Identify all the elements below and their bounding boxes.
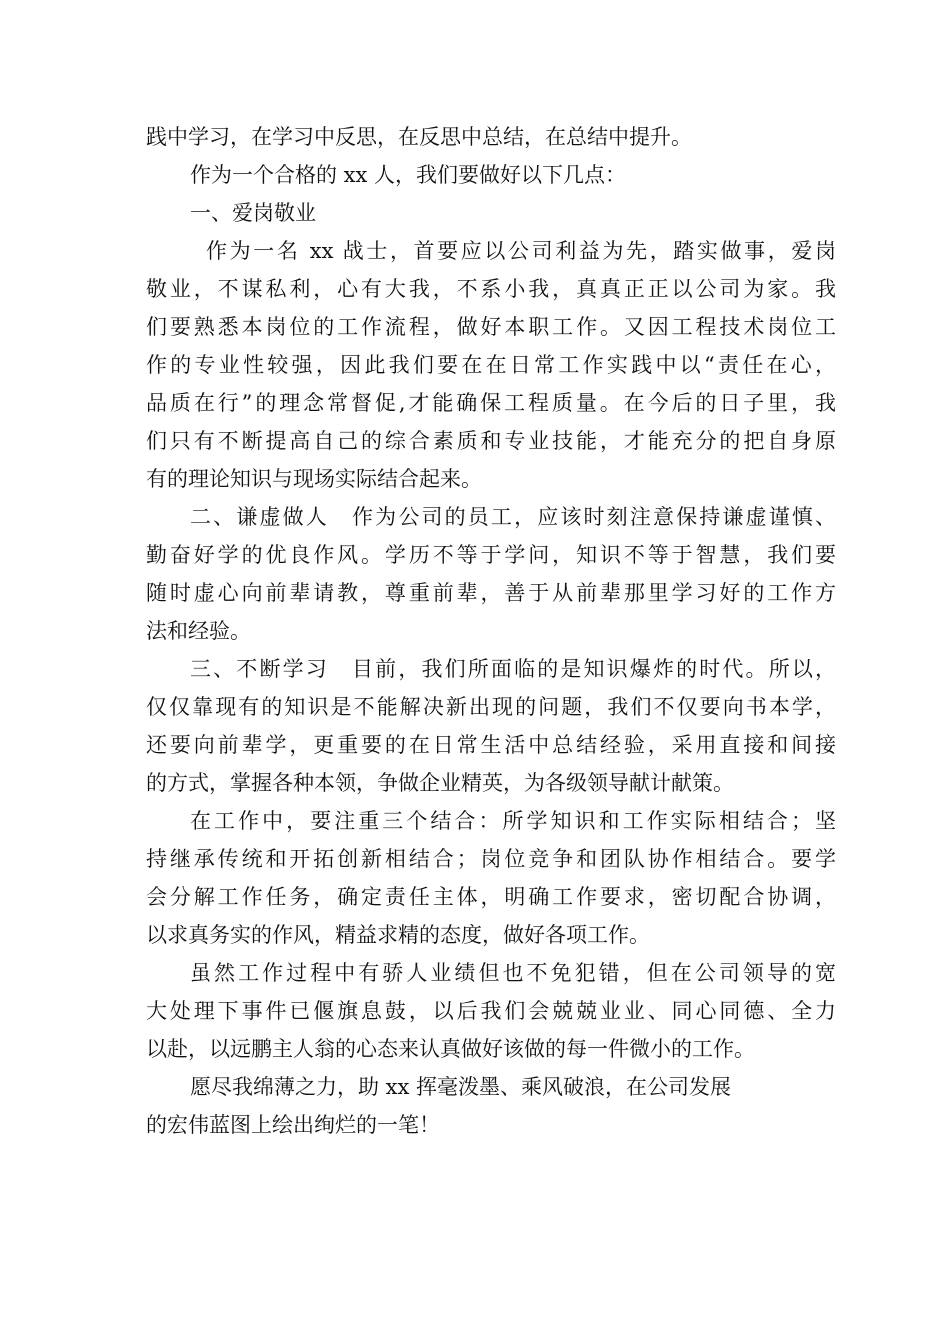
text-line: 以赴，以远鹏主人翁的心态来认真做好该做的每一件微小的工作。	[146, 1037, 755, 1061]
text-line: 法和经验。	[146, 619, 251, 643]
text-line: 作为一名 xx 战士，首要应以公司利益为先，踏实做事，爱岗	[206, 239, 836, 263]
text-line: 勤奋好学的优良作风。学历不等于学问，知识不等于智慧，我们要	[146, 543, 836, 567]
paragraph-start: 在工作中，要注重三个结合：所学知识和工作实际相结合；坚	[190, 809, 836, 833]
text-line: 品质在行”的理念常督促,才能确保工程质量。在今后的日子里，我	[146, 391, 836, 415]
text-line: 仅仅靠现有的知识是不能解决新出现的问题，我们不仅要向书本学，	[146, 695, 836, 719]
text-line: 们要熟悉本岗位的工作流程，做好本职工作。又因工程技术岗位工	[146, 315, 836, 339]
text-line: 有的理论知识与现场实际结合起来。	[146, 467, 482, 491]
text-line: 会分解工作任务，确定责任主体，明确工作要求，密切配合协调，	[146, 885, 836, 909]
text-line: 们只有不断提高自己的综合素质和专业技能，才能充分的把自身原	[146, 429, 836, 453]
section-heading-3: 三、不断学习 目前，我们所面临的是知识爆炸的时代。所以，	[190, 657, 836, 681]
document-body	[146, 118, 836, 1144]
text-line: 作的专业性较强，因此我们要在在日常工作实践中以“责任在心，	[146, 353, 836, 377]
text-line: 还要向前辈学，更重要的在日常生活中总结经验，采用直接和间接	[146, 733, 836, 757]
text-line: 的方式，掌握各种本领，争做企业精英，为各级领导献计献策。	[146, 771, 734, 795]
paragraph-start: 愿尽我绵薄之力，助 xx 挥毫泼墨、乘风破浪，在公司发展	[190, 1075, 732, 1099]
text-line: 以求真务实的作风，精益求精的态度，做好各项工作。	[146, 923, 650, 947]
text-line: 随时虚心向前辈请教，尊重前辈，善于从前辈那里学习好的工作方	[146, 581, 836, 605]
text-line: 的宏伟蓝图上绘出绚烂的一笔！	[146, 1113, 440, 1137]
section-heading-1: 一、爱岗敬业	[190, 201, 316, 225]
text-line: 大处理下事件已偃旗息鼓，以后我们会兢兢业业、同心同德、全力	[146, 999, 836, 1023]
section-heading-2: 二、谦虚做人 作为公司的员工，应该时刻注意保持谦虚谨慎、	[190, 505, 836, 529]
paragraph-start: 虽然工作过程中有骄人业绩但也不免犯错，但在公司领导的宽	[190, 961, 836, 985]
text-line: 持继承传统和开拓创新相结合；岗位竞争和团队协作相结合。要学	[146, 847, 836, 871]
text-line: 敬业，不谋私利，心有大我，不系小我，真真正正以公司为家。我	[146, 277, 836, 301]
text-line: 践中学习，在学习中反思，在反思中总结，在总结中提升。	[146, 125, 692, 149]
paragraph-intro: 作为一个合格的 xx 人，我们要做好以下几点：	[190, 163, 627, 187]
